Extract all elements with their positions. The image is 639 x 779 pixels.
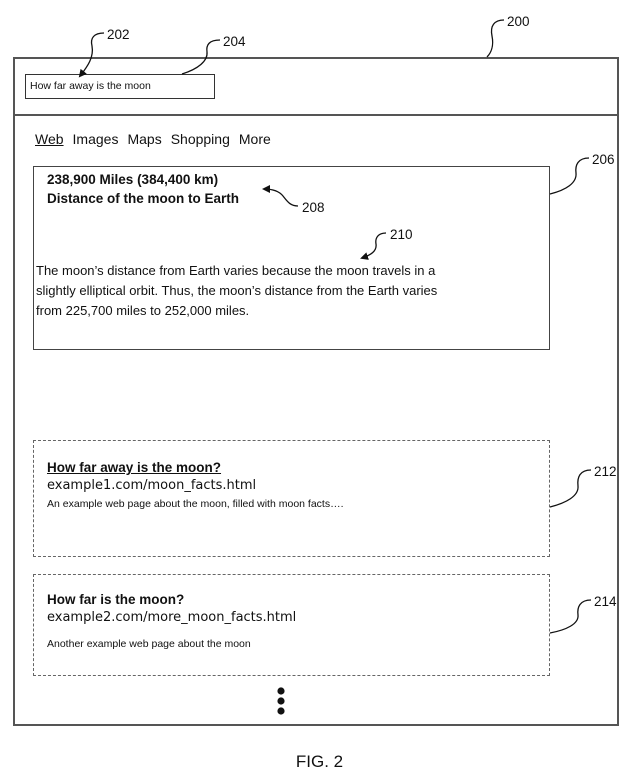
tab-maps[interactable]: Maps	[127, 131, 162, 147]
result-1-title-link[interactable]: How far away is the moon?	[47, 460, 222, 475]
ref-214: 214	[594, 594, 617, 609]
answer-body: The moon’s distance from Earth varies because the moon travels in a slightly elliptical orbit. Thus, the moon’s distance from the Earth varies from 225,700 miles to 252,000 miles.	[36, 263, 438, 318]
leader-204	[182, 40, 220, 74]
result-2-snippet: Another example web page about the moon	[47, 638, 251, 650]
ref-200: 200	[507, 14, 530, 29]
result-2-url: example2.com/more_moon_facts.html	[47, 610, 297, 625]
tab-shopping[interactable]: Shopping	[170, 131, 230, 147]
answer-subtitle: Distance of the moon to Earth	[47, 191, 240, 206]
result-2-title-link[interactable]: How far is the moon?	[47, 592, 185, 607]
ref-210: 210	[390, 227, 413, 242]
ref-208: 208	[302, 200, 325, 215]
leader-206	[550, 158, 589, 194]
leader-208	[264, 189, 298, 206]
ref-202: 202	[107, 27, 130, 42]
leader-200	[487, 20, 504, 57]
figure-label: FIG. 2	[295, 752, 344, 771]
leader-210	[362, 233, 386, 258]
search-input[interactable]: How far away is the moon	[25, 74, 215, 99]
leader-202	[80, 33, 104, 76]
leader-214	[550, 600, 591, 633]
ref-212: 212	[594, 464, 617, 479]
result-1-url: example1.com/moon_facts.html	[47, 478, 257, 493]
result-1-snippet: An example web page about the moon, filled with moon facts….	[47, 498, 344, 510]
ref-204: 204	[223, 34, 246, 49]
ref-206: 206	[592, 152, 615, 167]
tab-images[interactable]: Images	[72, 131, 119, 147]
answer-value: 238,900 Miles (384,400 km)	[47, 172, 219, 187]
leader-212	[550, 470, 591, 507]
tab-web[interactable]: Web	[35, 131, 64, 147]
tab-more[interactable]: More	[238, 131, 271, 147]
